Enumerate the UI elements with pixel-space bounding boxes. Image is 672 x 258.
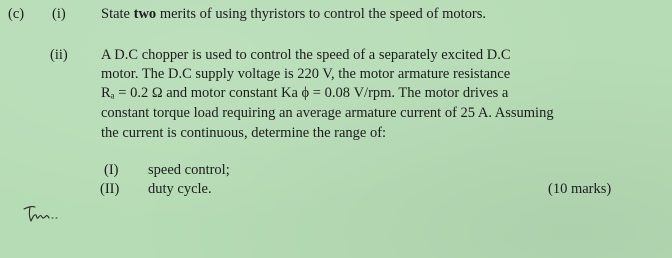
subpart-i-text-after: merits of using thyristors to control the speed of motors.: [156, 6, 487, 22]
subpart-i-text-before: State: [101, 6, 134, 22]
part-label: (c): [8, 6, 25, 22]
marks-label: (10 marks): [548, 181, 612, 197]
subpart-ii-line-2: motor. The D.C supply voltage is 220 V, the motor armature resistance: [101, 66, 511, 82]
subpart-i-label: (i): [52, 6, 66, 22]
item-I-text: speed control;: [148, 162, 230, 178]
item-II-label: (II): [100, 181, 120, 197]
item-II-text: duty cycle.: [148, 181, 212, 197]
subpart-ii-line-3: Rₐ = 0.2 Ω and motor constant Ka ϕ = 0.08 V/rpm. The motor drives a: [101, 85, 509, 101]
subpart-ii-line-5: the current is continuous, determine the range of:: [101, 125, 387, 141]
subpart-ii-line-1: A D.C chopper is used to control the speed of a separately excited D.C: [101, 47, 511, 63]
subpart-i-emphasis: two: [133, 6, 157, 22]
subpart-ii-line-4: constant torque load requiring an average armature current of 25 A. Assuming: [101, 105, 554, 121]
subpart-ii-label: (ii): [50, 47, 68, 63]
subpart-i-text: [101, 7, 486, 22]
handwritten-initials: [22, 203, 64, 230]
item-I-label: (I): [104, 162, 119, 178]
